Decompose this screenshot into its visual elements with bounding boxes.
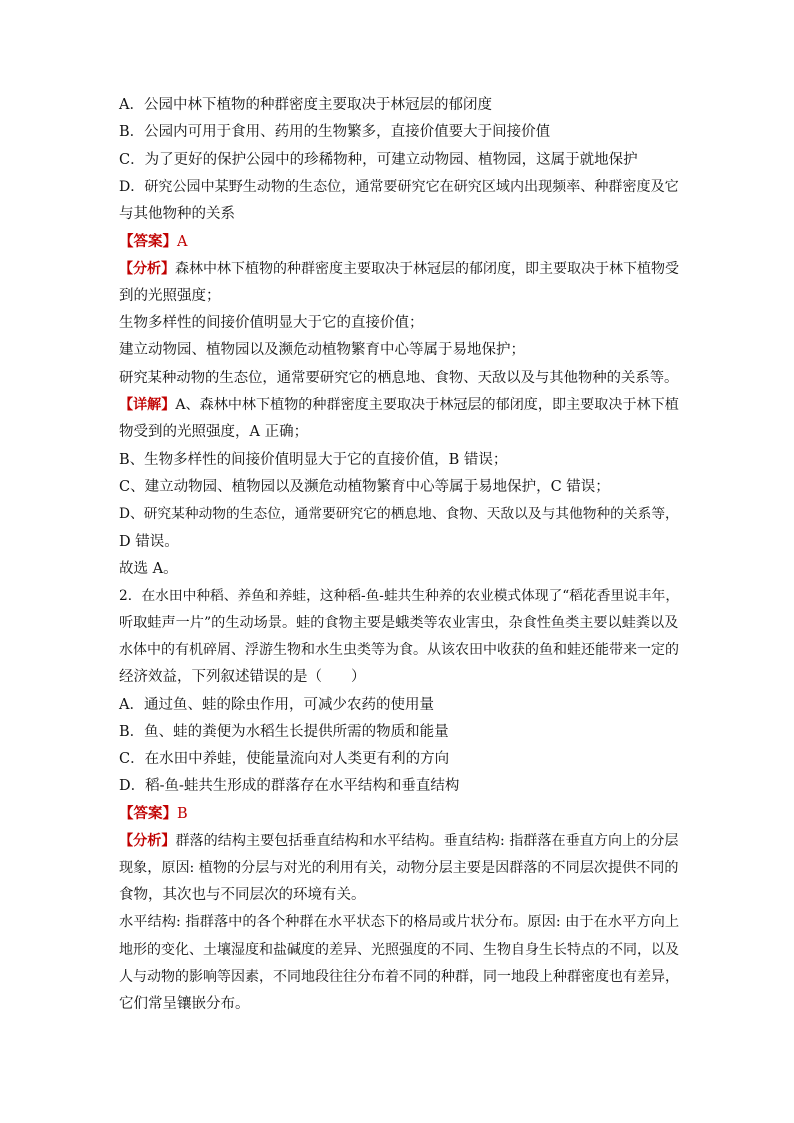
q1-option-d-line-1: D．研究公园中某野生动物的生态位，通常要研究它在研究区域内出现频率、种群密度及它 <box>119 179 679 195</box>
answer-value: B <box>177 806 188 822</box>
q1-analysis-line-4: 建立动物园、植物园以及濒危动植物繁育中心等属于易地保护； <box>119 342 525 358</box>
q2-option-c: C．在水田中养蛙，使能量流向对人类更有利的方向 <box>119 751 450 767</box>
detail-text: A、森林中林下植物的种群密度主要取决于林冠层的郁闭度，即主要取决于林下植 <box>175 397 679 413</box>
q1-option-a: A．公园中林下植物的种群密度主要取决于林冠层的郁闭度 <box>119 97 492 113</box>
answer-tag: 【答案】 <box>119 805 177 822</box>
q1-detail-line-6: D 错误。 <box>119 534 179 550</box>
answer-tag: 【答案】 <box>119 233 177 250</box>
q2-analysis-line-3: 食物，其次也与不同层次的环境有关。 <box>119 887 366 903</box>
analysis-text: 森林中林下植物的种群密度主要取决于林冠层的郁闭度，即主要取决于林下植物受 <box>175 261 679 277</box>
analysis-tag: 【分析】 <box>119 261 175 277</box>
analysis-tag: 【分析】 <box>119 833 176 849</box>
q1-analysis-line-2: 到的光照强度； <box>119 288 221 304</box>
q1-option-c: C．为了更好的保护公园中的珍稀物种，可建立动物园、植物园，这属于就地保护 <box>119 152 638 168</box>
q1-option-d-line-2: 与其他物种的关系 <box>119 206 235 222</box>
q2-answer <box>119 804 679 824</box>
q1-option-b: B．公园内可用于食用、药用的生物繁多，直接价值要大于间接价值 <box>119 124 551 140</box>
q1-analysis-line-5: 研究某种动物的生态位，通常要研究它的栖息地、食物、天敌以及与其他物种的关系等。 <box>119 370 679 386</box>
q2-stem-line-2: 听取蛙声一片”的生动场景。蛙的食物主要是蛾类等农业害虫，杂食性鱼类主要以蛙粪以及 <box>119 615 679 631</box>
analysis-text: 群落的结构主要包括垂直结构和水平结构。垂直结构: 指群落在垂直方向上的分层 <box>175 833 679 849</box>
q2-analysis-line-7: 它们常呈镶嵌分布。 <box>119 996 250 1012</box>
q2-option-b: B．鱼、蛙的粪便为水稻生长提供所需的物质和能量 <box>119 724 449 740</box>
q2-option-d: D．稻-鱼-蛙共生形成的群落存在水平结构和垂直结构 <box>119 778 460 794</box>
detail-tag: 【详解】 <box>119 397 176 413</box>
q1-analysis-line-3: 生物多样性的间接价值明显大于它的直接价值； <box>119 315 424 331</box>
q2-analysis-line-6: 人与动物的影响等因素，不同地段往往分布着不同的种群，同一地段上种群密度也有差异， <box>119 969 679 985</box>
q1-detail-line-1 <box>119 395 679 415</box>
q1-analysis-line-1 <box>119 259 679 279</box>
q2-analysis-line-5: 地形的变化、土壤湿度和盐碱度的差异、光照强度的不同、生物自身生长特点的不同，以及 <box>119 942 679 958</box>
q2-stem-line-1: 2．在水田中种稻、养鱼和养蛙，这种稻-鱼-蛙共生种养的农业模式体现了“稻花香里说丰年， <box>119 588 680 604</box>
q1-detail-line-5: D、研究某种动物的生态位，通常要研究它的栖息地、食物、天敌以及与其他物种的关系等， <box>119 506 679 522</box>
q1-answer <box>119 232 679 252</box>
q2-analysis-line-4: 水平结构: 指群落中的各个种群在水平状态下的格局或片状分布。原因: 由于在水平方向上 <box>119 914 680 930</box>
q2-analysis-line-2: 现象，原因: 植物的分层与对光的利用有关，动物分层主要是因群落的不同层次提供不同的 <box>119 860 679 876</box>
answer-value: A <box>177 234 188 250</box>
q1-detail-line-2: 物受到的光照强度，A 正确； <box>119 424 309 440</box>
q2-stem-line-3: 水体中的有机碎屑、浮游生物和水生虫类等为食。从该农田中收获的鱼和蛙还能带来一定的 <box>119 642 679 658</box>
q2-stem-line-4: 经济效益，下列叙述错误的是（ ） <box>119 669 366 685</box>
q1-conclusion: 故选 A。 <box>119 561 178 577</box>
q1-detail-line-4: C、建立动物园、植物园以及濒危动植物繁育中心等属于易地保护，C 错误； <box>119 479 610 495</box>
q2-option-a: A．通过鱼、蛙的除虫作用，可减少农药的使用量 <box>119 697 434 713</box>
q2-analysis-line-1 <box>119 831 679 851</box>
q1-detail-line-3: B、生物多样性的间接价值明显大于它的直接价值，B 错误； <box>119 452 508 468</box>
